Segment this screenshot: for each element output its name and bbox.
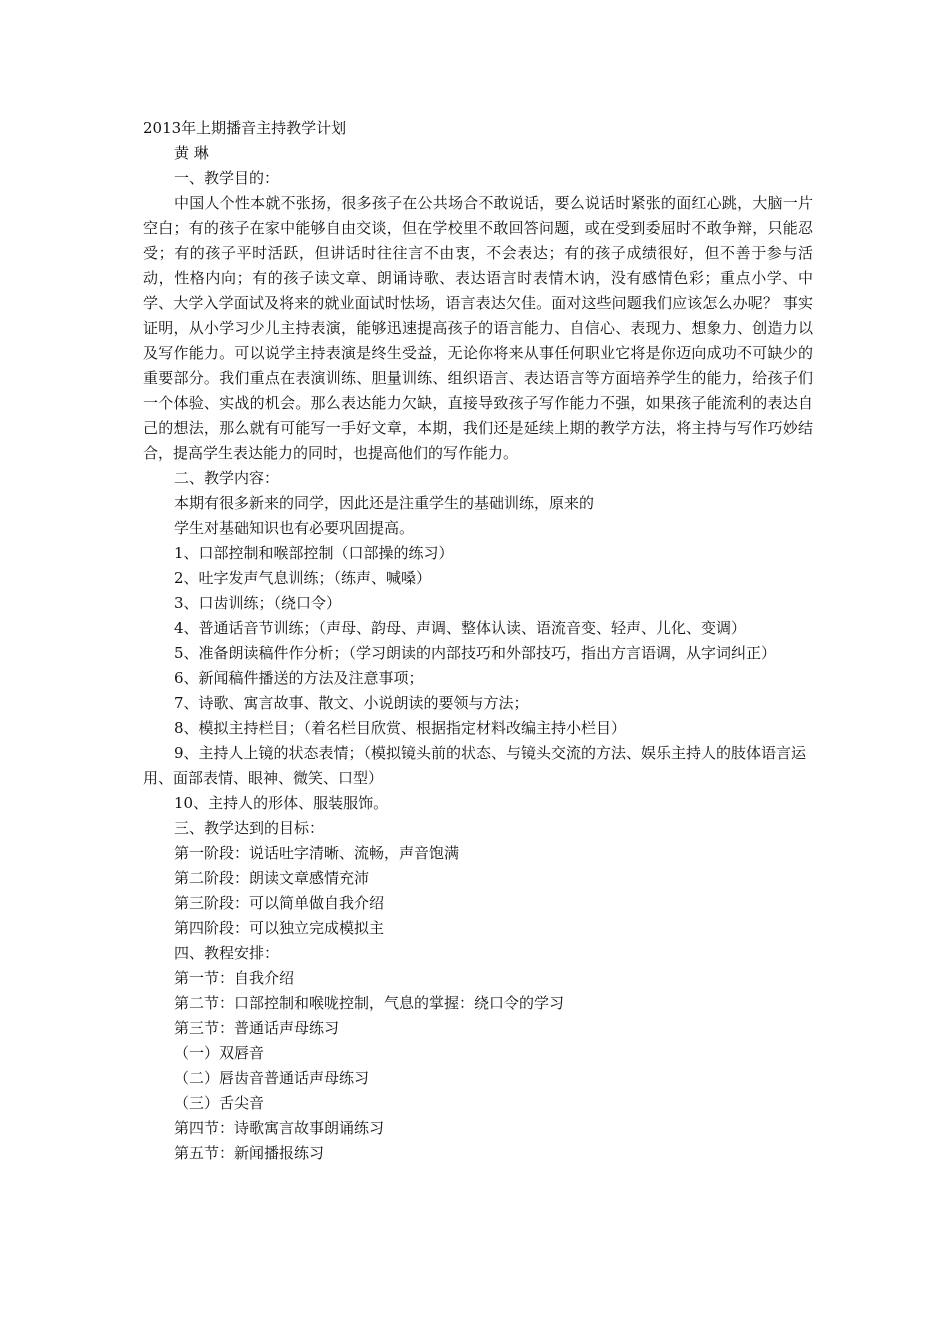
content-item: 10、主持人的形体、服装服饰。 [174,794,389,812]
section-heading-schedule: 四、教程安排： [174,944,280,962]
content-intro-line: 学生对基础知识也有必要巩固提高。 [174,519,415,537]
purpose-paragraph: 中国人个性本就不张扬，很多孩子在公共场合不敢说话，要么说话时紧张的面红心跳，大脑一片空白；有的孩子在家中能够自由交谈，但在学校里不敢回答问题，或在受到委屈时不敢争辩，只能忍受；有的孩子平时活跃，但讲话时往往言不由衷，不会表达；有的孩子成绩很好，但不善于参与活动，性格内向；有的孩子读文章、朗诵诗歌、表达语言时表情木讷，没有感情色彩；重点小学、中学、大学入学面试及将来的就业面试时怯场，语言表达欠佳。面对这些问题我们应该怎么办呢？ 事实证明，从小学习少儿主持表演，能够迅速提高孩子的语言能力、自信心、表现力、想象力、创造力以及写作能力。可以说学主持表演是终生受益，无论你将来从事任何职业它将是你迈向成功不可缺少的重要部分。我们重点在表演训练、胆量训练、组织语言、表达语言等方面培养学生的能力，给孩子们一个体验、实战的机会。那么表达能力欠缺，直接导致孩子写作能力不强，如果孩子能流利的表达自己的想法，那么就有可能写一手好文章，本期，我们还是延续上期的教学方法，将主持与写作巧妙结合，提高学生表达能力的同时，也提高他们的写作能力。 [143,194,813,462]
section-heading-purpose: 一、教学目的： [174,169,280,187]
content-item: 6、新闻稿件播送的方法及注意事项； [174,669,424,687]
content-item: 4、普通话音节训练；（声母、韵母、声调、整体认读、语流音变、轻声、儿化、变调） [174,619,747,637]
document-body [143,116,813,1166]
content-item: 8、模拟主持栏目；（着名栏目欣赏、根据指定材料改编主持小栏目） [174,719,627,737]
goal-stage: 第一阶段：说话吐字清晰、流畅，声音饱满 [174,844,460,862]
section-heading-goals: 三、教学达到的目标： [174,819,325,837]
lesson-item: 第一节：自我介绍 [174,969,295,987]
lesson-subitem: （一）双唇音 [174,1044,265,1062]
section-heading-content: 二、教学内容： [174,469,280,487]
goal-stage: 第四阶段：可以独立完成模拟主 [174,919,385,937]
lesson-item: 第四节：诗歌寓言故事朗诵练习 [174,1119,385,1137]
goal-stage: 第三阶段：可以简单做自我介绍 [174,894,385,912]
author-name: 黄 琳 [174,144,209,162]
content-item: 1、口部控制和喉部控制（口部操的练习） [174,544,454,562]
lesson-subitem: （三）舌尖音 [174,1094,265,1112]
lesson-item: 第五节：新闻播报练习 [174,1144,325,1162]
content-item: 9、主持人上镜的状态表情；（模拟镜头前的状态、与镜头交流的方法、娱乐主持人的肢体语言运用、面部表情、眼神、微笑、口型） [143,744,807,787]
lesson-item: 第二节：口部控制和喉咙控制，气息的掌握：绕口令的学习 [174,994,565,1012]
content-intro-line: 本期有很多新来的同学，因此还是注重学生的基础训练，原来的 [174,494,595,512]
content-item: 7、诗歌、寓言故事、散文、小说朗读的要领与方法； [174,694,529,712]
lesson-subitem: （二）唇齿音普通话声母练习 [174,1069,370,1087]
document-title: 2013年上期播音主持教学计划 [143,119,347,137]
content-item: 2、吐字发声气息训练；（练声、喊嗓） [174,569,432,587]
goal-stage: 第二阶段：朗读文章感情充沛 [174,869,370,887]
content-item: 5、准备朗读稿件作分析；（学习朗读的内部技巧和外部技巧，指出方言语调，从字词纠正） [174,644,777,662]
lesson-item: 第三节：普通话声母练习 [174,1019,340,1037]
content-item: 3、口齿训练；（绕口令） [174,594,342,612]
